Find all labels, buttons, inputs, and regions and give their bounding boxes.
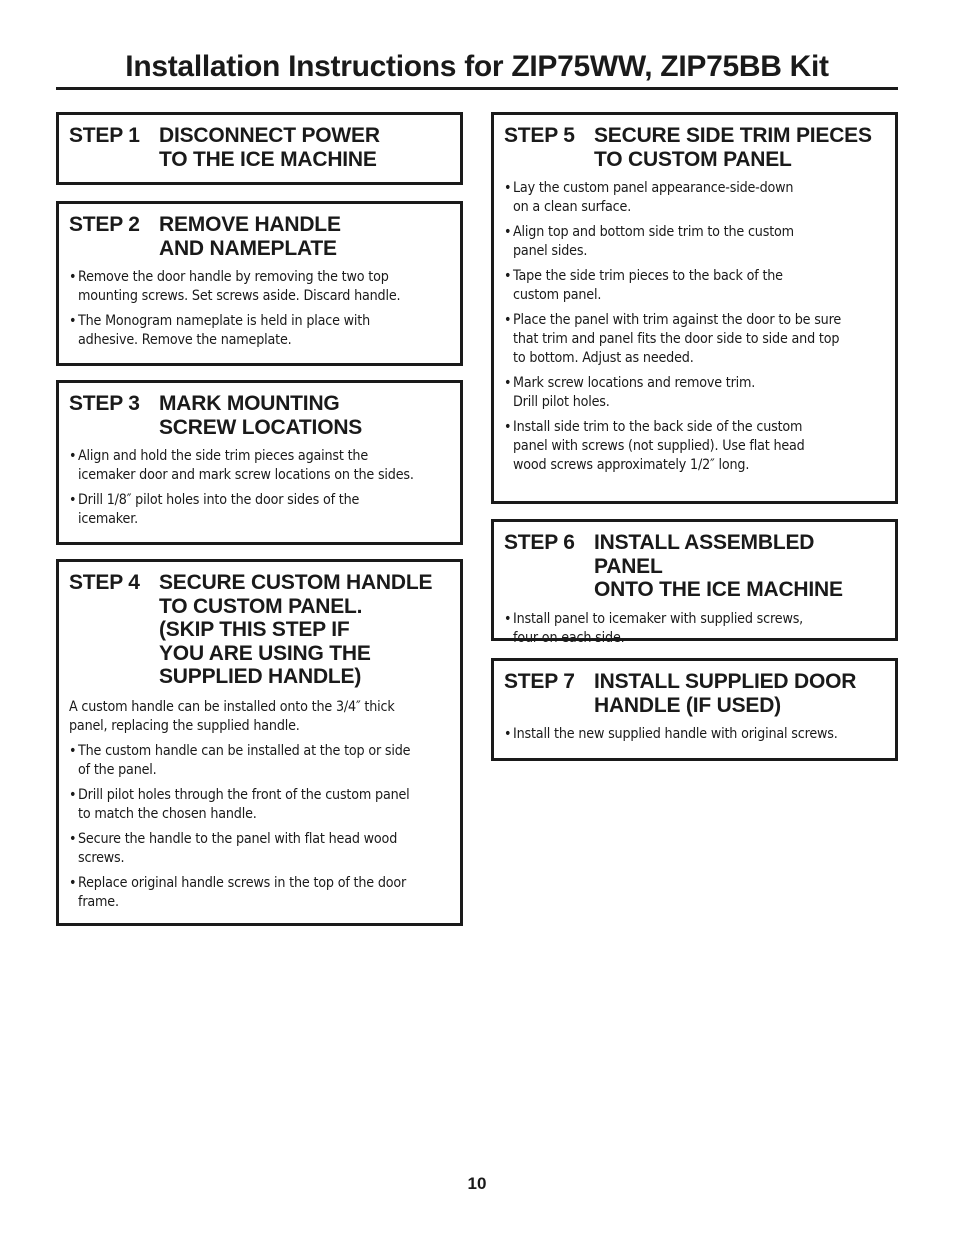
- step-5-bullet: • Lay the custom panel appearance-side-down on a clean surface.: [504, 179, 885, 217]
- step-7-box: [491, 658, 898, 761]
- step-6-number: STEP 6: [504, 531, 575, 554]
- step-4-title: SECURE CUSTOM HANDLE TO CUSTOM PANEL. (SKIP THIS STEP IF YOU ARE USING THE SUPPLIED HANDLE): [159, 571, 433, 688]
- step-4-box: [56, 559, 463, 926]
- step-4-bullets: [69, 742, 450, 912]
- step-3-heading: [69, 392, 450, 439]
- step-7-bullets: [504, 725, 885, 744]
- step-7-number: STEP 7: [504, 670, 575, 693]
- step-2-heading: [69, 213, 450, 260]
- step-1-heading: [69, 124, 450, 171]
- step-7-title: INSTALL SUPPLIED DOOR HANDLE (IF USED): [594, 670, 857, 717]
- step-3-box: [56, 380, 463, 545]
- step-6-bullets: [504, 610, 885, 648]
- step-5-bullets: [504, 179, 885, 475]
- step-6-title: INSTALL ASSEMBLED PANEL ONTO THE ICE MACHINE: [594, 531, 843, 601]
- step-2-box: [56, 201, 463, 366]
- step-5-bullet: • Install side trim to the back side of the custom panel with screws (not supplied). Use flat head wood screws approximately 1/2″ long.: [504, 418, 885, 475]
- step-3-number: STEP 3: [69, 392, 140, 415]
- step-5-heading: [504, 124, 885, 171]
- step-4-bullet: • The custom handle can be installed at the top or side of the panel.: [69, 742, 450, 780]
- step-6-bullet: • Install panel to icemaker with supplied screws, four on each side.: [504, 610, 885, 648]
- step-3-title: MARK MOUNTING SCREW LOCATIONS: [159, 392, 363, 439]
- step-4-bullet: • Secure the handle to the panel with flat head wood screws.: [69, 830, 450, 868]
- step-5-bullet: • Place the panel with trim against the door to be sure that trim and panel fits the door side to side and top to bottom. Adjust as needed.: [504, 311, 885, 368]
- step-3-bullet: • Drill 1/8″ pilot holes into the door sides of the icemaker.: [69, 491, 450, 529]
- page-title: Installation Instructions for ZIP75WW, ZIP75BB Kit: [125, 50, 829, 83]
- step-2-title: REMOVE HANDLE AND NAMEPLATE: [159, 213, 341, 260]
- page-number: 10: [467, 1174, 487, 1193]
- step-5-title: SECURE SIDE TRIM PIECES TO CUSTOM PANEL: [594, 124, 872, 171]
- step-5-number: STEP 5: [504, 124, 575, 147]
- step-1-title: DISCONNECT POWER TO THE ICE MACHINE: [159, 124, 380, 171]
- step-3-bullets: [69, 447, 450, 529]
- step-4-intro: A custom handle can be installed onto the 3/4″ thick panel, replacing the supplied handle.: [69, 698, 395, 734]
- step-2-bullets: [69, 268, 450, 350]
- step-4-bullet: • Drill pilot holes through the front of the custom panel to match the chosen handle.: [69, 786, 450, 824]
- step-5-box: [491, 112, 898, 504]
- step-2-number: STEP 2: [69, 213, 140, 236]
- step-3-bullet: • Align and hold the side trim pieces against the icemaker door and mark screw locations on the sides.: [69, 447, 450, 485]
- step-4-heading: [69, 571, 450, 689]
- step-7-heading: [504, 670, 885, 717]
- step-7-bullet: • Install the new supplied handle with original screws.: [504, 725, 885, 744]
- step-2-bullet: • Remove the door handle by removing the two top mounting screws. Set screws aside. Discard handle.: [69, 268, 450, 306]
- step-5-bullet: • Tape the side trim pieces to the back of the custom panel.: [504, 267, 885, 305]
- step-1-number: STEP 1: [69, 124, 140, 147]
- step-4-number: STEP 4: [69, 571, 140, 594]
- step-6-heading: [504, 531, 885, 602]
- step-5-bullet: • Align top and bottom side trim to the custom panel sides.: [504, 223, 885, 261]
- step-5-bullet: • Mark screw locations and remove trim. Drill pilot holes.: [504, 374, 885, 412]
- step-2-bullet: • The Monogram nameplate is held in place with adhesive. Remove the nameplate.: [69, 312, 450, 350]
- step-6-box: [491, 519, 898, 646]
- title-rule: [56, 87, 898, 90]
- step-1-box: [56, 112, 463, 185]
- step-4-bullet: • Replace original handle screws in the top of the door frame.: [69, 874, 450, 912]
